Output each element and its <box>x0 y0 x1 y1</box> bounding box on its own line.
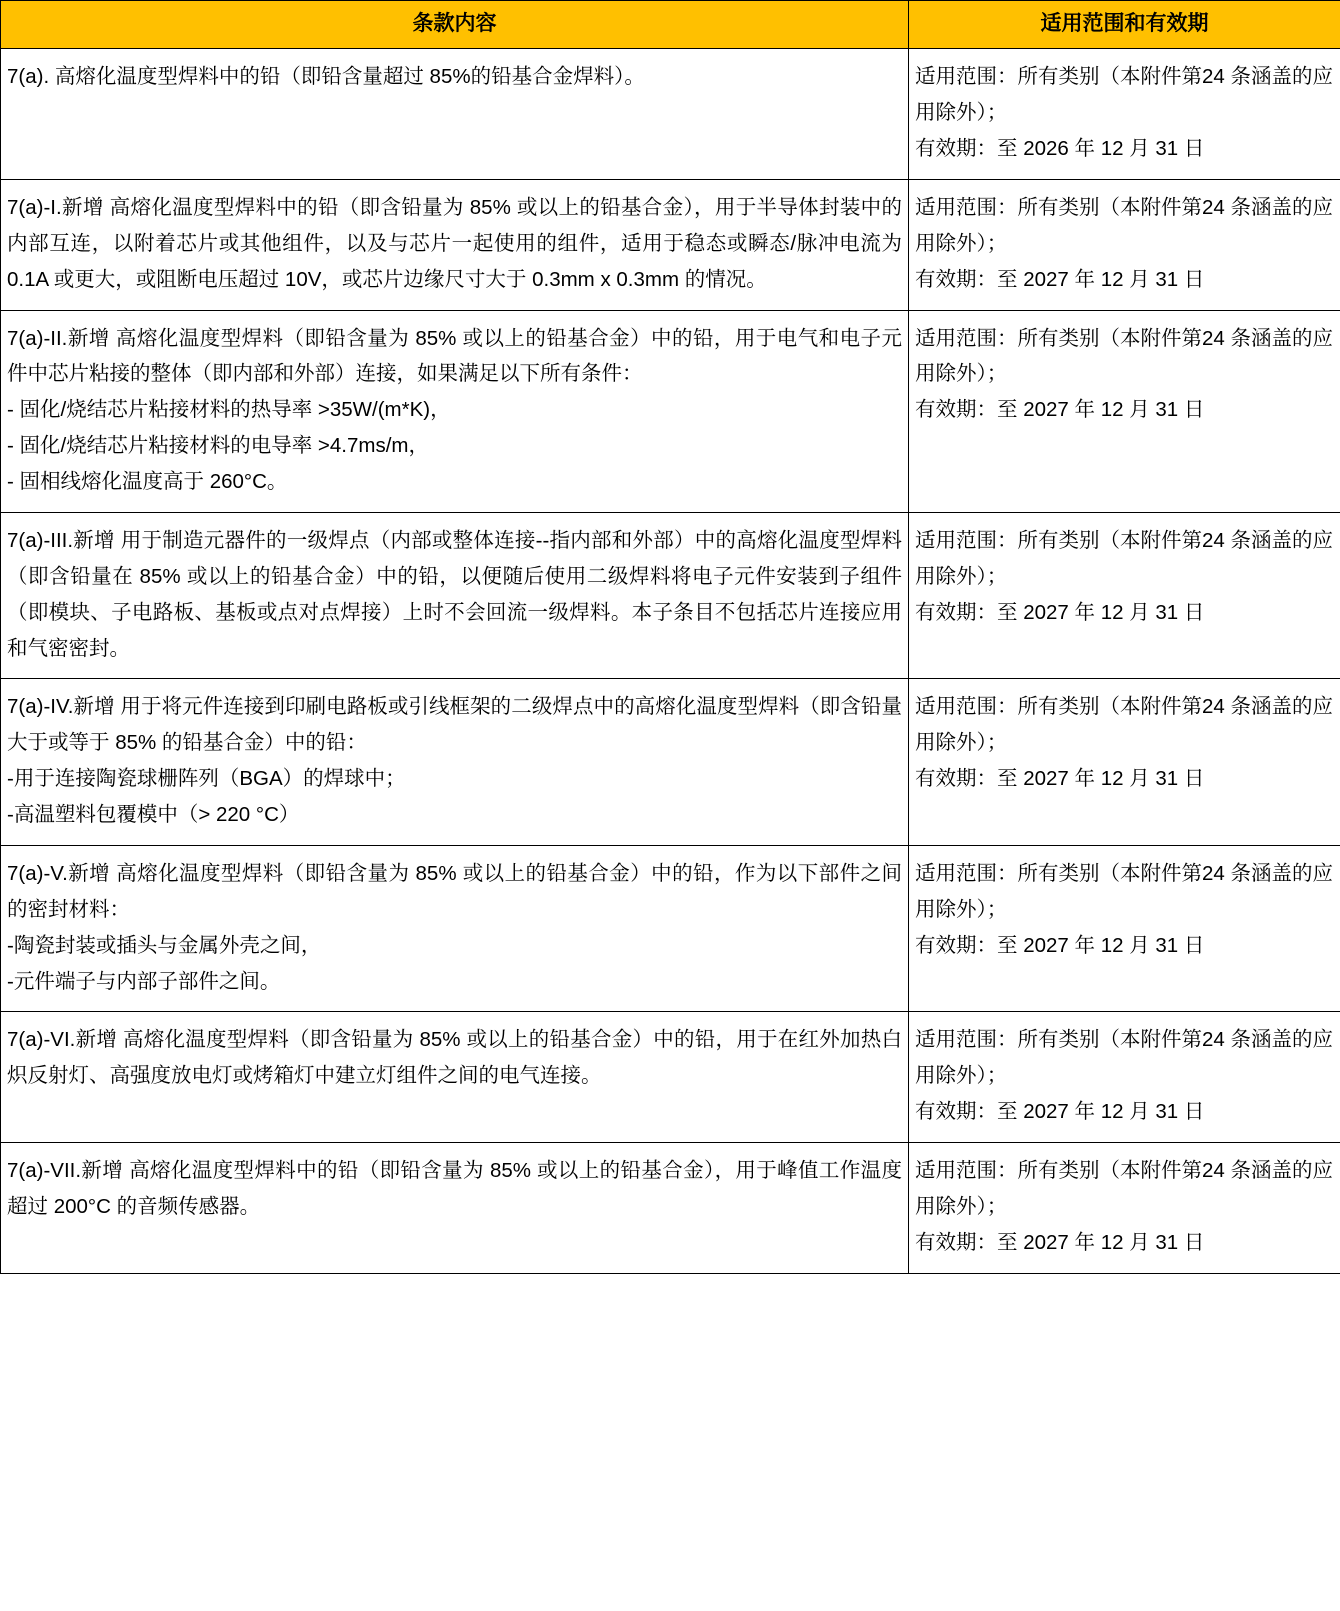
scope-applicability: 适用范围：所有类别（本附件第24 条涵盖的应用除外）； <box>915 65 1333 125</box>
clause-bullet: -陶瓷封装或插头与金属外壳之间， <box>7 933 322 957</box>
clause-cell <box>1 1012 909 1143</box>
clause-bullet: -元件端子与内部子部件之间。 <box>7 969 281 993</box>
scope-validity: 有效期：至 2027 年 12 月 31 日 <box>915 398 1205 422</box>
column-header-clause: 条款内容 <box>1 1 909 49</box>
clause-cell <box>1 49 909 180</box>
table-header-row <box>1 1 1340 49</box>
scope-validity: 有效期：至 2027 年 12 月 31 日 <box>915 600 1205 624</box>
clause-text: 7(a). 高熔化温度型焊料中的铅（即铅含量超过 85%的铅基合金焊料）。 <box>7 65 645 89</box>
table-row <box>1 310 1340 512</box>
scope-cell <box>909 1012 1340 1143</box>
clause-bullet: - 固化/烧结芯片粘接材料的电导率 >4.7ms/m， <box>7 434 429 458</box>
table-row <box>1 1012 1340 1143</box>
table-body <box>1 49 1340 1273</box>
clause-bullet: - 固化/烧结芯片粘接材料的热导率 >35W/(m*K)， <box>7 398 451 422</box>
scope-applicability: 适用范围：所有类别（本附件第24 条涵盖的应用除外）； <box>915 195 1333 255</box>
clause-cell <box>1 512 909 679</box>
scope-validity: 有效期：至 2027 年 12 月 31 日 <box>915 767 1205 791</box>
clause-cell <box>1 679 909 846</box>
table-row <box>1 49 1340 180</box>
scope-applicability: 适用范围：所有类别（本附件第24 条涵盖的应用除外）； <box>915 528 1333 588</box>
table-row <box>1 679 1340 846</box>
scope-cell <box>909 512 1340 679</box>
clause-bullet: - 固相线熔化温度高于 260°C。 <box>7 470 288 494</box>
scope-cell <box>909 1143 1340 1274</box>
scope-validity: 有效期：至 2026 年 12 月 31 日 <box>915 137 1205 161</box>
scope-applicability: 适用范围：所有类别（本附件第24 条涵盖的应用除外）； <box>915 695 1333 755</box>
clause-text: 7(a)-II.新增 高熔化温度型焊料（即铅含量为 85% 或以上的铅基合金）中的铅，用于电气和电子元件中芯片粘接的整体（即内部和外部）连接，如果满足以下所有条件： <box>7 326 902 386</box>
column-header-scope: 适用范围和有效期 <box>909 1 1340 49</box>
scope-validity: 有效期：至 2027 年 12 月 31 日 <box>915 1230 1205 1254</box>
scope-cell <box>909 679 1340 846</box>
scope-validity: 有效期：至 2027 年 12 月 31 日 <box>915 267 1205 291</box>
scope-applicability: 适用范围：所有类别（本附件第24 条涵盖的应用除外）； <box>915 326 1333 386</box>
clause-text: 7(a)-III.新增 用于制造元器件的一级焊点（内部或整体连接--指内部和外部）中的高熔化温度型焊料（即含铅量在 85% 或以上的铅基合金）中的铅，以便随后使用二级焊料将电子元件安装到子组件（即模块、子电路板、基板或点对点焊接）上时不会回流一级焊料。本子条目不包括芯片连接应用和气密密封。 <box>7 528 902 660</box>
scope-validity: 有效期：至 2027 年 12 月 31 日 <box>915 933 1205 957</box>
clause-cell <box>1 179 909 310</box>
table-row <box>1 512 1340 679</box>
clause-text: 7(a)-V.新增 高熔化温度型焊料（即铅含量为 85% 或以上的铅基合金）中的铅，作为以下部件之间的密封材料： <box>7 861 902 921</box>
scope-cell <box>909 49 1340 180</box>
scope-applicability: 适用范围：所有类别（本附件第24 条涵盖的应用除外）； <box>915 1028 1333 1088</box>
scope-applicability: 适用范围：所有类别（本附件第24 条涵盖的应用除外）； <box>915 1159 1333 1218</box>
clause-cell <box>1 310 909 512</box>
clause-text: 7(a)-VII.新增 高熔化温度型焊料中的铅（即铅含量为 85% 或以上的铅基合金），用于峰值工作温度超过 200°C 的音频传感器。 <box>7 1159 902 1218</box>
clause-bullet: -高温塑料包覆模中（> 220 °C） <box>7 803 300 827</box>
clause-text: 7(a)-VI.新增 高熔化温度型焊料（即含铅量为 85% 或以上的铅基合金）中的铅，用于在红外加热白炽反射灯、高强度放电灯或烤箱灯中建立灯组件之间的电气连接。 <box>7 1028 902 1088</box>
table-row <box>1 179 1340 310</box>
scope-cell <box>909 310 1340 512</box>
table-row <box>1 1143 1340 1274</box>
scope-validity: 有效期：至 2027 年 12 月 31 日 <box>915 1100 1205 1124</box>
scope-cell <box>909 179 1340 310</box>
table-row <box>1 845 1340 1012</box>
clause-text: 7(a)-I.新增 高熔化温度型焊料中的铅（即含铅量为 85% 或以上的铅基合金），用于半导体封装中的内部互连，以附着芯片或其他组件，以及与芯片一起使用的组件，适用于稳态或瞬态/脉冲电流为 0.1A 或更大，或阻断电压超过 10V，或芯片边缘尺寸大于 0.3mm x 0.3mm 的情况。 <box>7 195 902 291</box>
scope-cell <box>909 845 1340 1012</box>
clause-bullet: -用于连接陶瓷球栅阵列（BGA）的焊球中； <box>7 767 406 791</box>
clause-cell <box>1 845 909 1012</box>
scope-applicability: 适用范围：所有类别（本附件第24 条涵盖的应用除外）； <box>915 861 1333 921</box>
clause-text: 7(a)-IV.新增 用于将元件连接到印刷电路板或引线框架的二级焊点中的高熔化温度型焊料（即含铅量大于或等于 85% 的铅基合金）中的铅： <box>7 695 902 755</box>
clause-cell <box>1 1143 909 1274</box>
